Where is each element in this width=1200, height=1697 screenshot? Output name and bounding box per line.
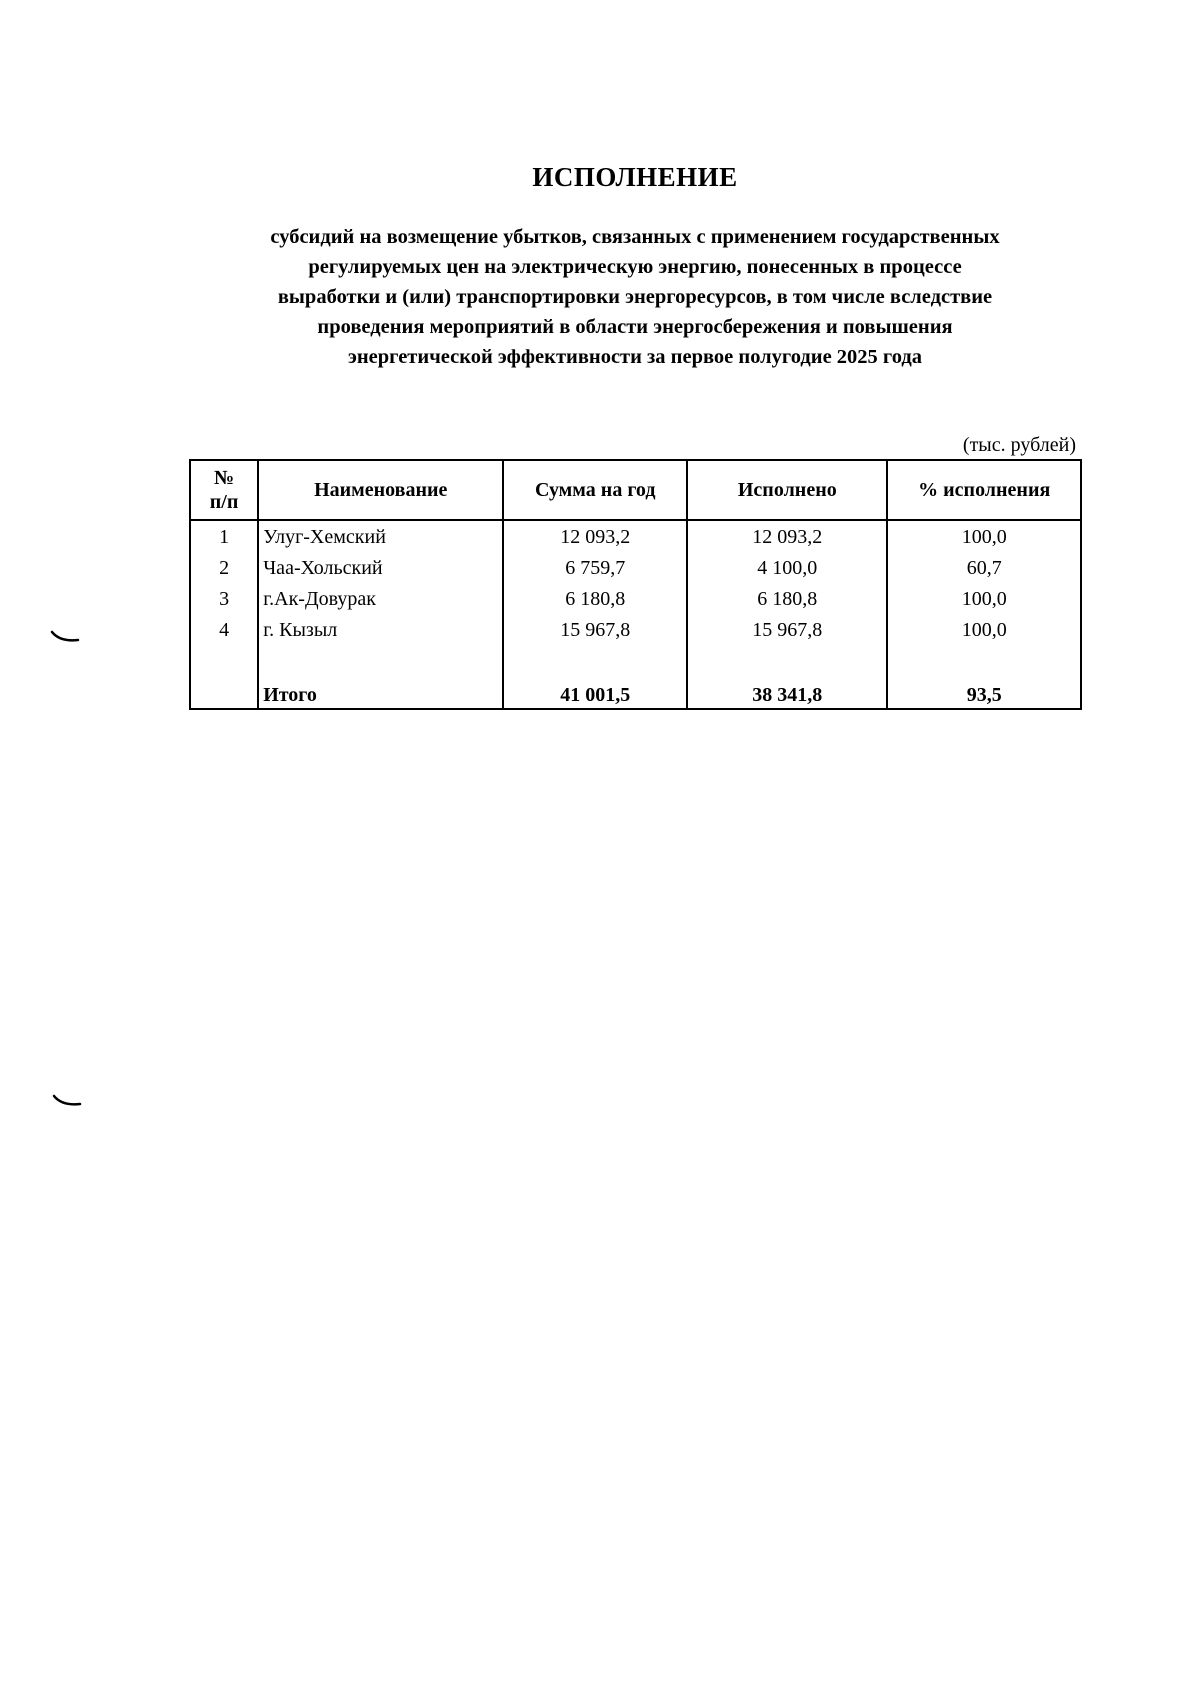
row-done: 6 180,8 (687, 583, 887, 614)
total-pct: 93,5 (887, 676, 1081, 709)
header-sum: Сумма на год (503, 460, 687, 520)
table-spacer-row (190, 645, 1081, 676)
header-pct: % исполнения (887, 460, 1081, 520)
row-done: 12 093,2 (687, 520, 887, 552)
spacer-cell (887, 645, 1081, 676)
subtitle-line: энергетической эффективности за первое полугодие 2025 года (348, 346, 922, 368)
row-sum: 6 180,8 (503, 583, 687, 614)
scan-artifact-mark (50, 630, 80, 644)
scan-artifact-mark (52, 1094, 82, 1108)
table-row (190, 583, 1081, 614)
row-done: 15 967,8 (687, 614, 887, 645)
subtitle-line: выработки и (или) транспортировки энергоресурсов, в том числе вследствие (277, 286, 993, 308)
total-num (190, 676, 258, 709)
row-sum: 6 759,7 (503, 552, 687, 583)
header-name: Наименование (258, 460, 503, 520)
spacer-cell (503, 645, 687, 676)
document-title: ИСПОЛНЕНИЕ (532, 162, 738, 192)
subtitle-line: субсидий на возмещение убытков, связанных с применением государственных (270, 226, 1000, 248)
document-subtitle (190, 222, 1080, 372)
row-num: 2 (190, 552, 258, 583)
spacer-cell (190, 645, 258, 676)
row-num: 1 (190, 520, 258, 552)
row-sum: 12 093,2 (503, 520, 687, 552)
row-sum: 15 967,8 (503, 614, 687, 645)
total-sum: 41 001,5 (503, 676, 687, 709)
table-row (190, 520, 1081, 552)
units-note: (тыс. рублей) (962, 434, 1076, 456)
row-pct: 100,0 (887, 520, 1081, 552)
subtitle-line: регулируемых цен на электрическую энергию, понесенных в процессе (308, 256, 962, 278)
table-header-row (190, 460, 1081, 520)
row-pct: 100,0 (887, 583, 1081, 614)
total-done: 38 341,8 (687, 676, 887, 709)
row-name: г. Кызыл (258, 614, 503, 645)
row-pct: 100,0 (887, 614, 1081, 645)
row-name: г.Ак-Довурак (258, 583, 503, 614)
row-name: Улуг-Хемский (258, 520, 503, 552)
header-num-line2: п/п (209, 491, 239, 513)
spacer-cell (687, 645, 887, 676)
table-total-row (190, 676, 1081, 709)
row-name: Чаа-Хольский (258, 552, 503, 583)
header-num (190, 460, 258, 520)
execution-table (189, 459, 1082, 710)
row-num: 4 (190, 614, 258, 645)
header-num-line1: № (214, 467, 235, 489)
table-row (190, 552, 1081, 583)
table-row (190, 614, 1081, 645)
header-done: Исполнено (687, 460, 887, 520)
subtitle-line: проведения мероприятий в области энергосбережения и повышения (317, 316, 953, 338)
row-pct: 60,7 (887, 552, 1081, 583)
row-done: 4 100,0 (687, 552, 887, 583)
total-name: Итого (258, 676, 503, 709)
row-num: 3 (190, 583, 258, 614)
spacer-cell (258, 645, 503, 676)
